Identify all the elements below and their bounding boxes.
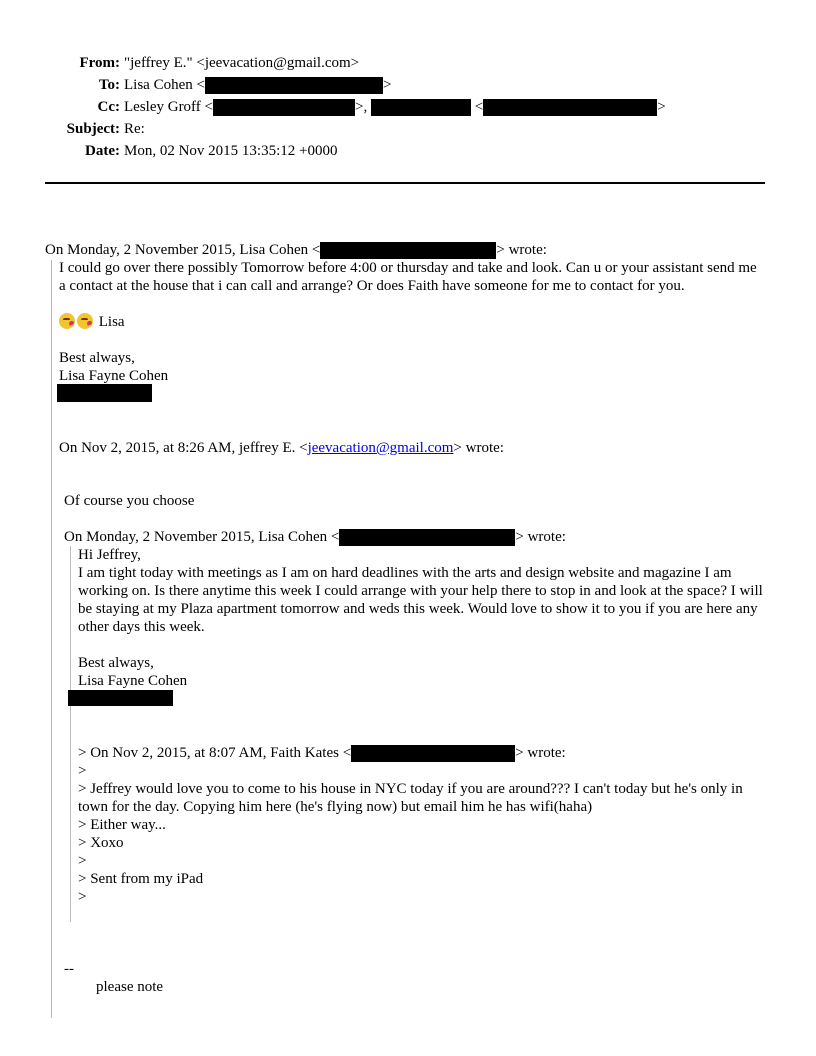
date-row: [45, 141, 120, 161]
to-label: To:: [98, 77, 120, 93]
kiss-emoji-icon: [77, 313, 93, 329]
from-value: "jeffrey E." <jeevacation@gmail.com>: [124, 55, 360, 71]
msg1-emoji-line: [59, 313, 125, 331]
to-row: [45, 75, 120, 95]
msg3-signoff: Best always,: [78, 655, 154, 671]
msg2-body: Of course you choose: [64, 493, 195, 509]
msg4-intro: [78, 744, 566, 762]
cc-sep1: >,: [355, 99, 368, 115]
msg1-intro-post: > wrote:: [496, 242, 547, 258]
msg4-intro-post: > wrote:: [515, 745, 566, 761]
redaction-block: [320, 242, 496, 259]
please-note: please note: [96, 979, 164, 995]
subject-value: Re:: [124, 121, 145, 137]
msg4-sent: > Sent from my iPad: [78, 871, 204, 887]
msg2-intro-pre: On Nov 2, 2015, at 8:26 AM, jeffrey E. <: [59, 440, 308, 456]
msg2-intro-post: > wrote:: [453, 440, 504, 456]
msg1-name: Lisa Fayne Cohen: [59, 368, 169, 384]
msg3-intro: [64, 528, 566, 546]
msg3-name: Lisa Fayne Cohen: [78, 673, 188, 689]
msg4-blank: >: [78, 853, 87, 869]
msg4-blank: >: [78, 763, 87, 779]
redaction-block: [351, 745, 515, 762]
redaction-block: [57, 384, 152, 402]
msg3-intro-post: > wrote:: [515, 529, 566, 545]
redaction-block: [339, 529, 515, 546]
msg3-intro-pre: On Monday, 2 November 2015, Lisa Cohen <: [64, 529, 340, 545]
msg1-signoff: Best always,: [59, 350, 135, 366]
msg4-blank: >: [78, 889, 87, 905]
header-divider: [45, 182, 765, 184]
quote-bar-level2: [70, 546, 71, 922]
msg4-xoxo: > Xoxo: [78, 835, 124, 851]
redaction-block: [205, 77, 383, 94]
date-label: Date:: [85, 143, 120, 159]
to-name: Lisa Cohen <: [124, 77, 205, 93]
msg1-body: I could go over there possibly Tomorrow before 4:00 or thursday and take and look. Can u or your assistant send me a contact at the house that i can call and arrange? Or does Faith have someone for me to contact for you.: [59, 260, 757, 294]
msg4-either: > Either way...: [78, 817, 166, 833]
redaction-block: [213, 99, 355, 116]
redaction-block: [68, 690, 173, 706]
kiss-emoji-icon: [59, 313, 75, 329]
cc-value: [124, 97, 666, 117]
msg3-body: I am tight today with meetings as I am on hard deadlines with the arts and design website and magazine I am working on. Is there anytime this week I could arrange with your help there to stop in and look at the space? I will be staying at my Plaza apartment tomorrow and weds this week. Would love to show it to you if you are here any other days this week.: [78, 565, 763, 635]
from-label: From:: [79, 55, 120, 71]
msg2-intro: [59, 439, 504, 457]
cc-sep2: <: [474, 99, 484, 115]
cc-row: [45, 97, 120, 117]
date-value: Mon, 02 Nov 2015 13:35:12 +0000: [124, 143, 338, 159]
msg4-intro-pre: > On Nov 2, 2015, at 8:07 AM, Faith Kates <: [78, 745, 352, 761]
cc-end: >: [657, 99, 666, 115]
cc-label: Cc:: [97, 99, 120, 115]
redaction-block: [371, 99, 471, 116]
subject-row: [45, 119, 120, 139]
redaction-block: [483, 99, 657, 116]
quote-bar-level1: [51, 260, 52, 1018]
to-end: >: [382, 77, 392, 93]
msg3-greeting: Hi Jeffrey,: [78, 547, 141, 563]
msg1-intro-pre: On Monday, 2 November 2015, Lisa Cohen <: [45, 242, 321, 258]
msg4-body: > Jeffrey would love you to come to his house in NYC today if you are around??? I can't today but he's only in town for the day. Copying him here (he's flying now) but email him he has wifi(haha): [78, 781, 743, 815]
subject-label: Subject:: [66, 121, 120, 137]
msg1-intro: [45, 241, 547, 259]
to-value: [124, 75, 391, 95]
msg1-emoji-text: Lisa: [98, 314, 125, 330]
signature-separator: --: [64, 961, 74, 977]
cc-name: Lesley Groff <: [124, 99, 213, 115]
msg2-email-link[interactable]: jeevacation@gmail.com: [307, 440, 454, 456]
from-row: [45, 53, 120, 73]
